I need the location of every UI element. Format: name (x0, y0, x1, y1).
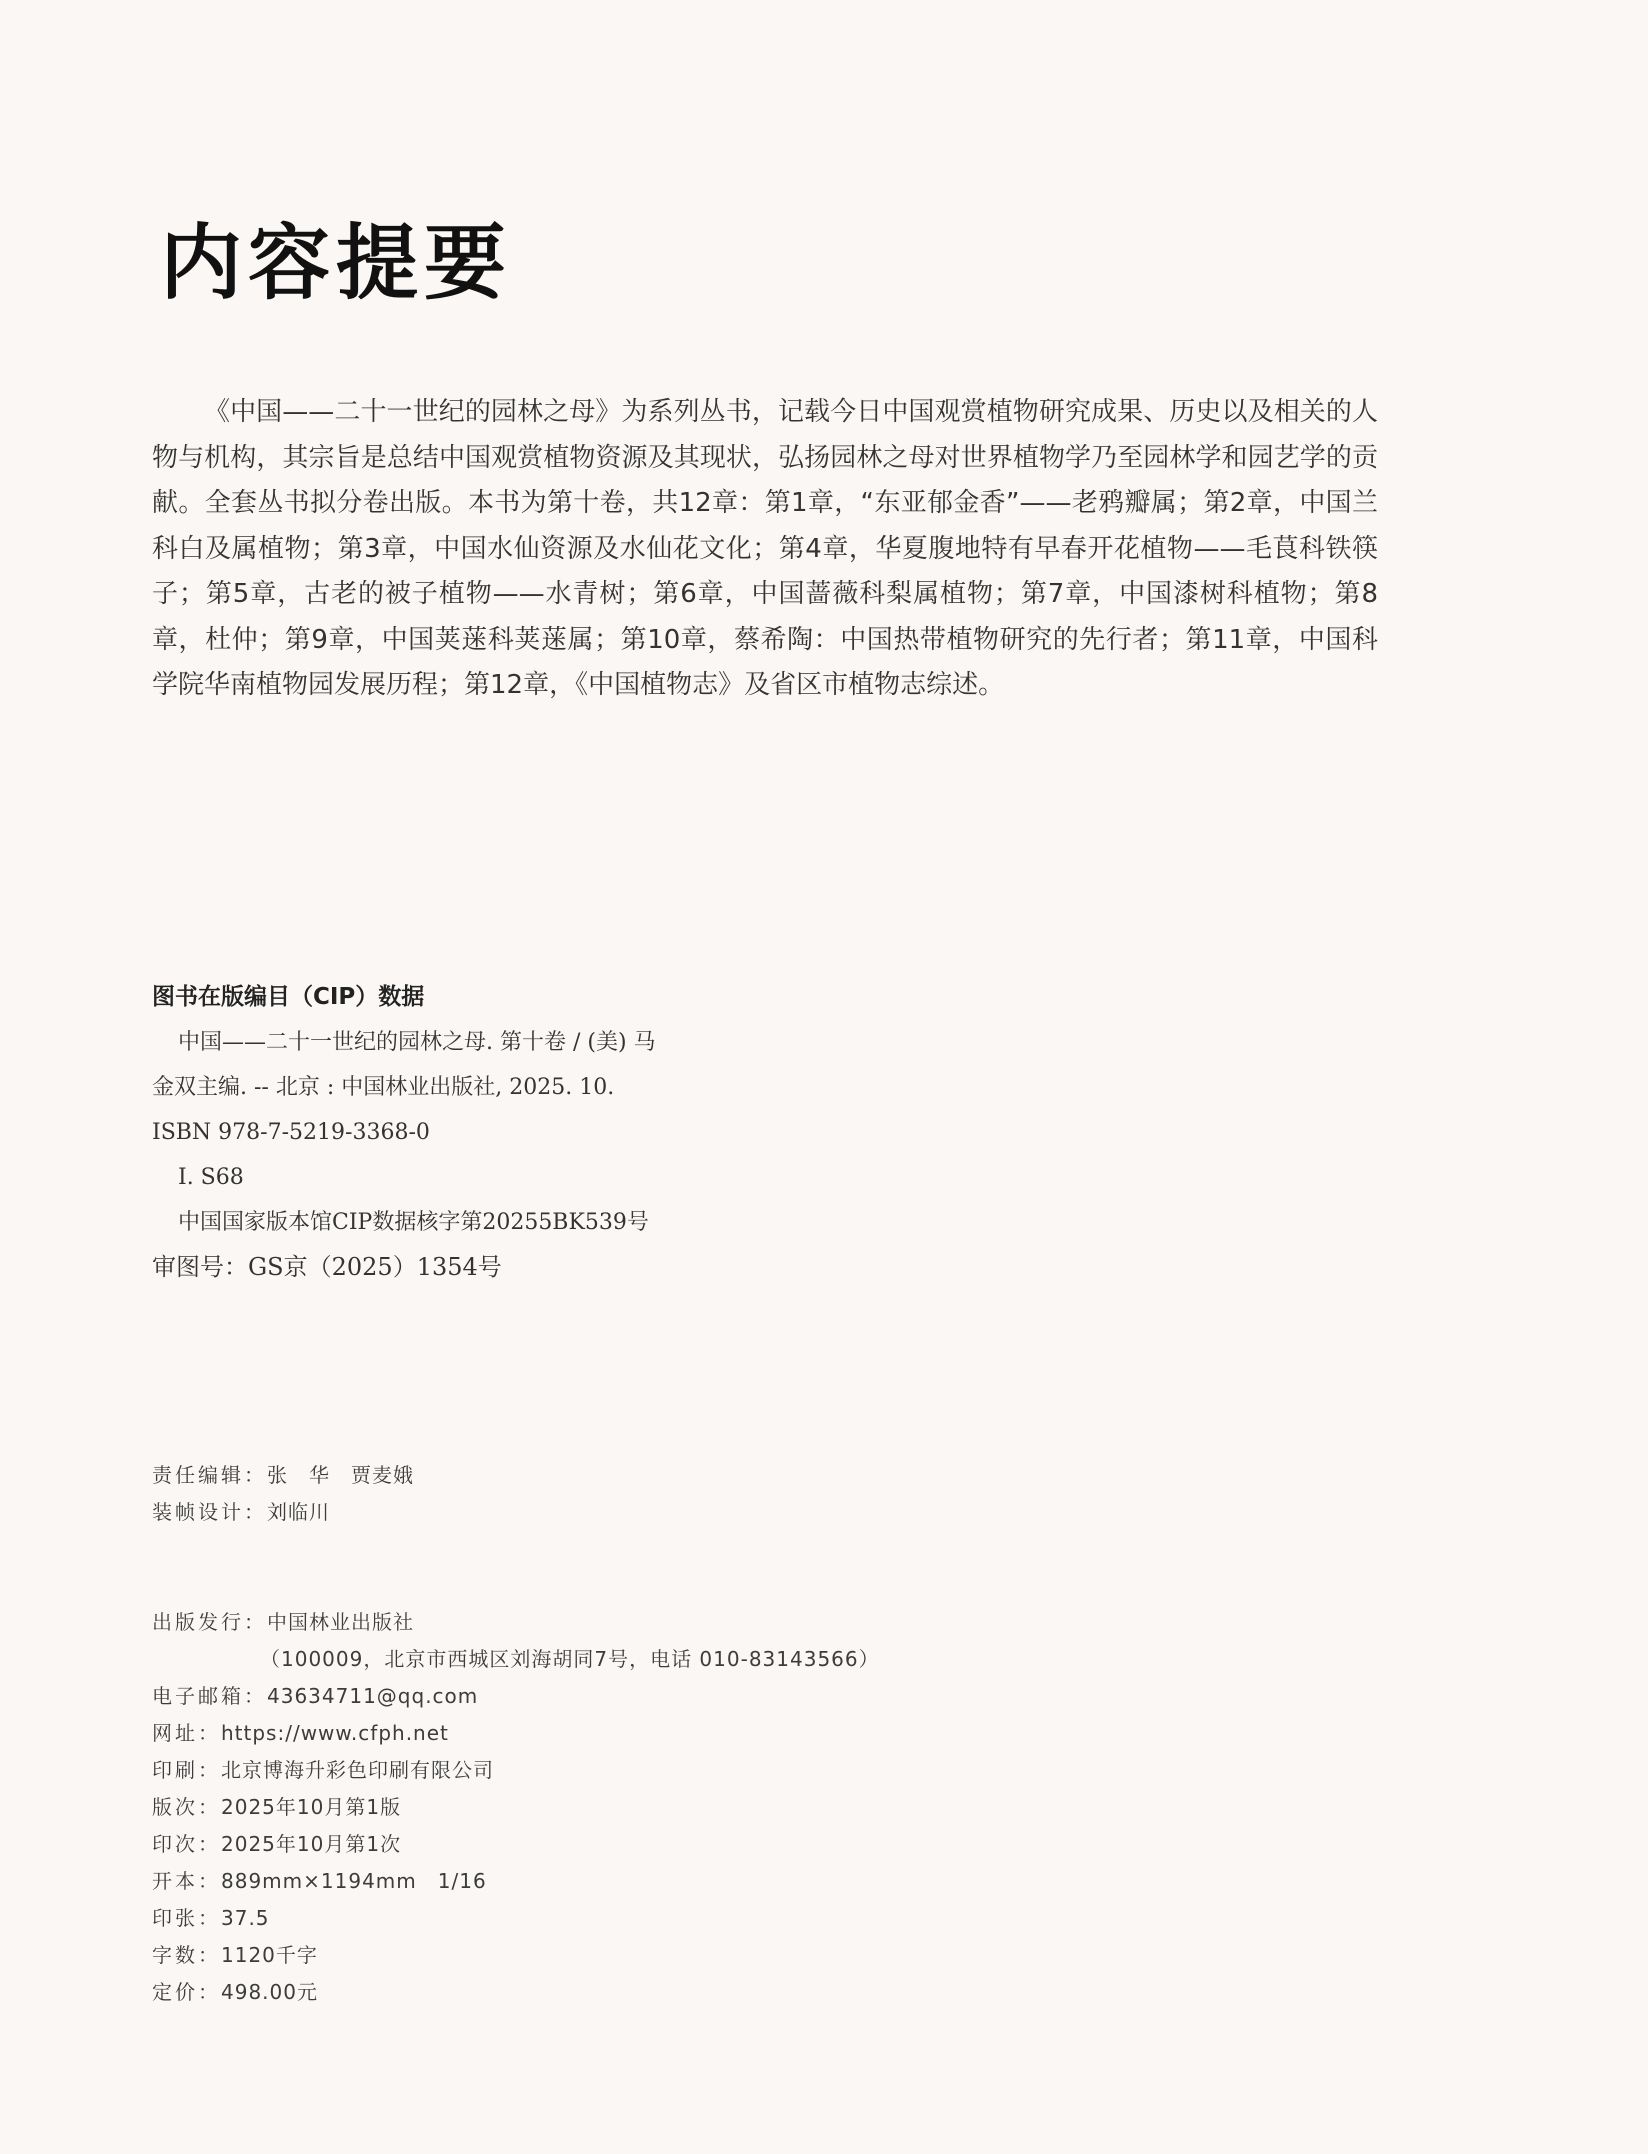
editors-value: 张 华 贾麦娥 (267, 1463, 414, 1487)
printing-label: 印次： (152, 1832, 221, 1856)
price-label: 定价： (152, 1980, 221, 2004)
format-label: 开本： (152, 1869, 221, 1893)
price-value: 498.00元 (221, 1980, 318, 2004)
website-label: 网址： (152, 1721, 221, 1745)
summary-paragraph: 《中国——二十一世纪的园林之母》为系列丛书，记载今日中国观赏植物研究成果、历史以及相关的人物与机构，其宗旨是总结中国观赏植物资源及其现状，弘扬园林之母对世界植物学乃至园林学和园艺学的贡献。全套丛书拟分卷出版。本书为第十卷，共12章：第1章，“东亚郁金香”——老鸦瓣属；第2章，中国兰科白及属植物；第3章，中国水仙资源及水仙花文化；第4章，华夏腹地特有早春开花植物——毛茛科铁筷子；第5章，古老的被子植物——水青树；第6章，中国蔷薇科梨属植物；第7章，中国漆树科植物；第8章，杜仲；第9章，中国荚蒾科荚蒾属；第10章，蔡希陶：中国热带植物研究的先行者；第11章，中国科学院华南植物园发展历程；第12章，《中国植物志》及省区市植物志综述。 (152, 397, 1378, 700)
cip-isbn: ISBN 978-7-5219-3368-0 (152, 1120, 430, 1145)
price (152, 1974, 880, 2011)
printed-sheets (152, 1900, 880, 1937)
wordcount-label: 字数： (152, 1943, 221, 1967)
publisher-label: 出版发行： (152, 1610, 267, 1634)
printing (152, 1826, 880, 1863)
cip-editor-line: 金双主编. -- 北京 : 中国林业出版社, 2025. 10. (152, 1075, 615, 1100)
cip-data-block (152, 974, 1052, 1290)
sheets-value: 37.5 (221, 1906, 270, 1930)
website-value: https://www.cfph.net (221, 1721, 449, 1745)
cip-heading: 图书在版编目（CIP）数据 (152, 984, 425, 1010)
format-value: 889mm×1194mm 1/16 (221, 1869, 487, 1893)
printer-value: 北京博海升彩色印刷有限公司 (221, 1758, 494, 1782)
design-label: 装帧设计： (152, 1500, 267, 1524)
email (152, 1678, 880, 1715)
edition-value: 2025年10月第1版 (221, 1795, 402, 1819)
responsible-editors (152, 1457, 414, 1494)
edition-label: 版次： (152, 1795, 221, 1819)
edition (152, 1789, 880, 1826)
email-value: 43634711@qq.com (267, 1684, 479, 1708)
binding-design (152, 1494, 414, 1531)
address-value: （100009，北京市西城区刘海胡同7号，电话 010-83143566） (260, 1647, 880, 1671)
website (152, 1715, 880, 1752)
publisher-address (152, 1641, 880, 1678)
publisher (152, 1604, 880, 1641)
word-count (152, 1937, 880, 1974)
wordcount-value: 1120千字 (221, 1943, 318, 1967)
cip-classification: Ⅰ. S68 (178, 1165, 244, 1190)
cip-approval-number: 中国国家版本馆CIP数据核字第20255BK539号 (178, 1210, 649, 1235)
publication-info-block (152, 1604, 880, 2011)
map-review-number: 审图号：GS京（2025）1354号 (152, 1253, 502, 1281)
design-value: 刘临川 (267, 1500, 330, 1524)
cip-title-line: 中国——二十一世纪的园林之母. 第十卷 / (美) 马 (178, 1030, 656, 1055)
sheets-label: 印张： (152, 1906, 221, 1930)
page-title: 内容提要 (160, 215, 513, 311)
credits-block (152, 1457, 414, 1531)
printing-value: 2025年10月第1次 (221, 1832, 402, 1856)
printer (152, 1752, 880, 1789)
editors-label: 责任编辑： (152, 1463, 267, 1487)
email-label: 电子邮箱： (152, 1684, 267, 1708)
format (152, 1863, 880, 1900)
printer-label: 印刷： (152, 1758, 221, 1782)
publisher-value: 中国林业出版社 (267, 1610, 414, 1634)
